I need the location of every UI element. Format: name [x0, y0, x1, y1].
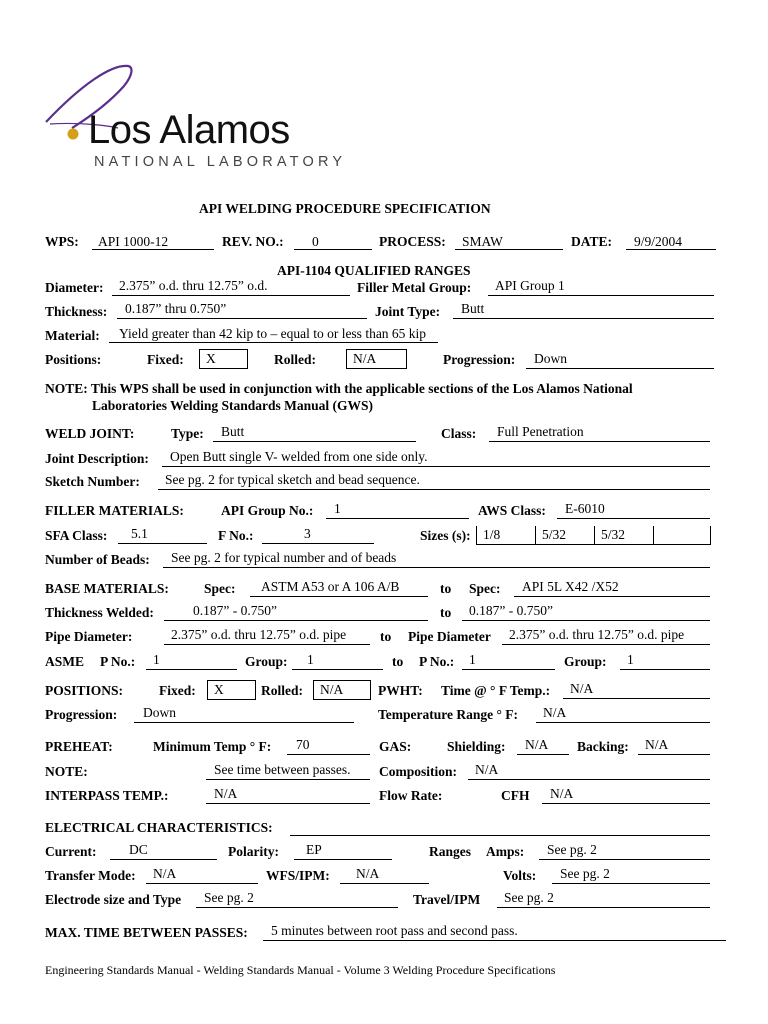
thickness-welded2-line [462, 620, 710, 621]
material-value: Yield greater than 42 kip to – equal to or less than 65 kip [119, 326, 427, 341]
fixed2-box: X [207, 680, 256, 700]
amps-label: Amps: [486, 844, 525, 859]
pno2-value: 1 [469, 652, 476, 667]
fno-line [262, 543, 374, 544]
temp-range-line [536, 722, 710, 723]
joint-type-value: Butt [461, 301, 485, 316]
travel-line [497, 907, 710, 908]
sfa-label: SFA Class: [45, 528, 108, 543]
group2-line [620, 669, 710, 670]
process-value: SMAW [462, 234, 503, 249]
material-label: Material: [45, 328, 100, 343]
progression-line [526, 368, 714, 369]
volts-line [552, 883, 710, 884]
aws-value: E-6010 [565, 501, 605, 516]
current-line [110, 859, 217, 860]
process-line [455, 249, 563, 250]
size-cell: 1/8 [476, 526, 536, 545]
polarity-label: Polarity: [228, 844, 279, 859]
gas-label: GAS: [379, 739, 412, 754]
thickness-welded2-value: 0.187” - 0.750” [469, 603, 553, 618]
thickness-welded-value: 0.187” - 0.750” [193, 603, 277, 618]
polarity-line [294, 859, 392, 860]
thickness-label: Thickness: [45, 304, 108, 319]
spec2-line [514, 596, 710, 597]
logo-subtitle: NATIONAL LABORATORY [94, 154, 347, 170]
positions-label: Positions: [45, 352, 102, 367]
to-label: to [440, 581, 452, 596]
min-temp-label: Minimum Temp ° F: [153, 739, 272, 754]
max-time-value: 5 minutes between root pass and second pass. [271, 923, 518, 938]
group-value: 1 [307, 652, 314, 667]
progression2-value: Down [143, 705, 176, 720]
weld-joint-label: WELD JOINT: [45, 426, 135, 441]
pno2-label: P No.: [419, 654, 455, 669]
shielding-value: N/A [525, 737, 549, 752]
interpass-label: INTERPASS TEMP.: [45, 788, 169, 803]
spec-value: ASTM A53 or A 106 A/B [261, 579, 400, 594]
type-value: Butt [221, 424, 245, 439]
qualified-heading: API-1104 QUALIFIED RANGES [277, 263, 471, 278]
backing-label: Backing: [577, 739, 629, 754]
sizes-label: Sizes (s): [420, 528, 471, 543]
electrode-value: See pg. 2 [204, 890, 254, 905]
pno-value: 1 [153, 652, 160, 667]
fixed2-label: Fixed: [159, 683, 196, 698]
progression2-label: Progression: [45, 707, 118, 722]
time-temp-value: N/A [570, 681, 594, 696]
class-value: Full Penetration [497, 424, 584, 439]
type-label: Type: [171, 426, 204, 441]
preheat-note-line [206, 779, 370, 780]
time-temp-label: Time @ ° F Temp.: [441, 683, 551, 698]
api-group-value: 1 [334, 501, 341, 516]
size-cell: 5/32 [594, 526, 654, 545]
class-line [489, 441, 710, 442]
cfh-value: N/A [550, 786, 574, 801]
to-label: to [380, 629, 392, 644]
group2-label: Group: [564, 654, 607, 669]
base-label: BASE MATERIALS: [45, 581, 169, 596]
electrode-line [196, 907, 398, 908]
shielding-label: Shielding: [447, 739, 506, 754]
spec-line [250, 596, 428, 597]
type-line [213, 441, 416, 442]
beads-label: Number of Beads: [45, 552, 150, 567]
sketch-value: See pg. 2 for typical sketch and bead sequence. [165, 472, 420, 487]
fno-label: F No.: [218, 528, 254, 543]
progression-label: Progression: [443, 352, 516, 367]
electrical-label: ELECTRICAL CHARACTERISTICS: [45, 820, 273, 835]
wps-label: WPS: [45, 234, 79, 249]
sfa-line [118, 543, 207, 544]
group2-value: 1 [627, 652, 634, 667]
date-line [626, 249, 716, 250]
interpass-line [206, 803, 370, 804]
volts-label: Volts: [503, 868, 537, 883]
date-value: 9/9/2004 [634, 234, 683, 249]
pno2-line [462, 669, 555, 670]
max-time-line [263, 940, 726, 941]
joint-type-label: Joint Type: [375, 304, 441, 319]
fno-value: 3 [304, 526, 311, 541]
rev-label: REV. NO.: [222, 234, 284, 249]
joint-type-line [453, 318, 714, 319]
logo-name: Los Alamos [88, 108, 290, 152]
temp-range-label: Temperature Range ° F: [378, 707, 519, 722]
note-line1: NOTE: This WPS shall be used in conjunction with the applicable sections of the Los Alamos National [45, 381, 633, 396]
current-value: DC [129, 842, 148, 857]
class-label: Class: [441, 426, 477, 441]
composition-line [468, 779, 710, 780]
current-label: Current: [45, 844, 97, 859]
ranges-label: Ranges [429, 844, 472, 859]
spec2-value: API 5L X42 /X52 [522, 579, 619, 594]
material-line [109, 342, 438, 343]
asme-label: ASME [45, 654, 85, 669]
wps-line [92, 249, 214, 250]
aws-label: AWS Class: [478, 503, 546, 518]
electrical-line [290, 835, 710, 836]
fixed-box: X [199, 349, 248, 369]
wps-value: API 1000-12 [98, 234, 169, 249]
rolled2-box: N/A [313, 680, 371, 700]
group-label: Group: [245, 654, 288, 669]
composition-value: N/A [475, 762, 499, 777]
filler-group-label: Filler Metal Group: [357, 280, 472, 295]
joint-description-value: Open Butt single V- welded from one side only. [170, 449, 428, 464]
filler-label: FILLER MATERIALS: [45, 503, 184, 518]
interpass-value: N/A [214, 786, 238, 801]
api-group-label: API Group No.: [221, 503, 314, 518]
pipe-line [164, 644, 370, 645]
backing-value: N/A [645, 737, 669, 752]
process-label: PROCESS: [379, 234, 446, 249]
to-label: to [392, 654, 404, 669]
aws-line [557, 518, 710, 519]
time-temp-line [563, 698, 710, 699]
diameter-line [112, 295, 350, 296]
thickness-welded-label: Thickness Welded: [45, 605, 154, 620]
composition-label: Composition: [379, 764, 458, 779]
joint-description-line [162, 466, 710, 467]
note-line2: Laboratories Welding Standards Manual (GWS) [92, 398, 374, 413]
preheat-label: PREHEAT: [45, 739, 113, 754]
to-label: to [440, 605, 452, 620]
pwht-label: PWHT: [378, 683, 423, 698]
travel-label: Travel/IPM [413, 892, 481, 907]
wfs-line [340, 883, 429, 884]
preheat-note-label: NOTE: [45, 764, 88, 779]
filler-group-value: API Group 1 [495, 278, 565, 293]
pipe-value: 2.375” o.d. thru 12.75” o.d. pipe [171, 627, 347, 642]
transfer-label: Transfer Mode: [45, 868, 136, 883]
sfa-value: 5.1 [131, 526, 148, 541]
group-line [292, 669, 383, 670]
size-cell [653, 526, 711, 545]
thickness-welded-line [164, 620, 428, 621]
pno-label: P No.: [100, 654, 136, 669]
diameter-value: 2.375” o.d. thru 12.75” o.d. [119, 278, 268, 293]
progression2-line [134, 722, 354, 723]
api-group-line [326, 518, 469, 519]
min-temp-line [287, 754, 370, 755]
flow-rate-label: Flow Rate: [379, 788, 443, 803]
rolled-box: N/A [346, 349, 407, 369]
pipe-label: Pipe Diameter: [45, 629, 133, 644]
pipe2-line [502, 644, 710, 645]
filler-group-line [488, 295, 714, 296]
rolled-label: Rolled: [274, 352, 316, 367]
cfh-line [542, 803, 710, 804]
max-time-label: MAX. TIME BETWEEN PASSES: [45, 925, 248, 940]
rev-line [294, 249, 372, 250]
preheat-note-value: See time between passes. [214, 762, 351, 777]
amps-value: See pg. 2 [547, 842, 597, 857]
electrode-label: Electrode size and Type [45, 892, 182, 907]
volts-value: See pg. 2 [560, 866, 610, 881]
footer-text: Engineering Standards Manual - Welding Standards Manual - Volume 3 Welding Procedure Specifications [45, 963, 556, 977]
rolled2-label: Rolled: [261, 683, 303, 698]
sketch-line [158, 489, 710, 490]
pipe2-value: 2.375” o.d. thru 12.75” o.d. pipe [509, 627, 685, 642]
pipe2-label: Pipe Diameter [408, 629, 491, 644]
positions2-label: POSITIONS: [45, 683, 124, 698]
shielding-line [517, 754, 569, 755]
travel-value: See pg. 2 [504, 890, 554, 905]
sketch-label: Sketch Number: [45, 474, 140, 489]
beads-line [163, 567, 710, 568]
progression-value: Down [534, 351, 567, 366]
rev-value: 0 [312, 234, 319, 249]
backing-line [638, 754, 710, 755]
beads-value: See pg. 2 for typical number and of beads [171, 550, 397, 565]
diameter-label: Diameter: [45, 280, 104, 295]
transfer-value: N/A [153, 866, 177, 881]
temp-range-value: N/A [543, 705, 567, 720]
date-label: DATE: [571, 234, 613, 249]
wfs-value: N/A [356, 866, 380, 881]
logo [42, 62, 347, 172]
thickness-value: 0.187” thru 0.750” [125, 301, 227, 316]
size-cell: 5/32 [535, 526, 595, 545]
fixed-label: Fixed: [147, 352, 184, 367]
spec-label: Spec: [204, 581, 236, 596]
spec2-label: Spec: [469, 581, 501, 596]
page-title: API WELDING PROCEDURE SPECIFICATION [199, 201, 491, 216]
wfs-label: WFS/IPM: [266, 868, 330, 883]
joint-description-label: Joint Description: [45, 451, 149, 466]
amps-line [539, 859, 710, 860]
cfh-label: CFH [501, 788, 530, 803]
min-temp-value: 70 [296, 737, 310, 752]
pno-line [146, 669, 237, 670]
polarity-value: EP [306, 842, 322, 857]
thickness-line [117, 318, 367, 319]
transfer-line [146, 883, 258, 884]
